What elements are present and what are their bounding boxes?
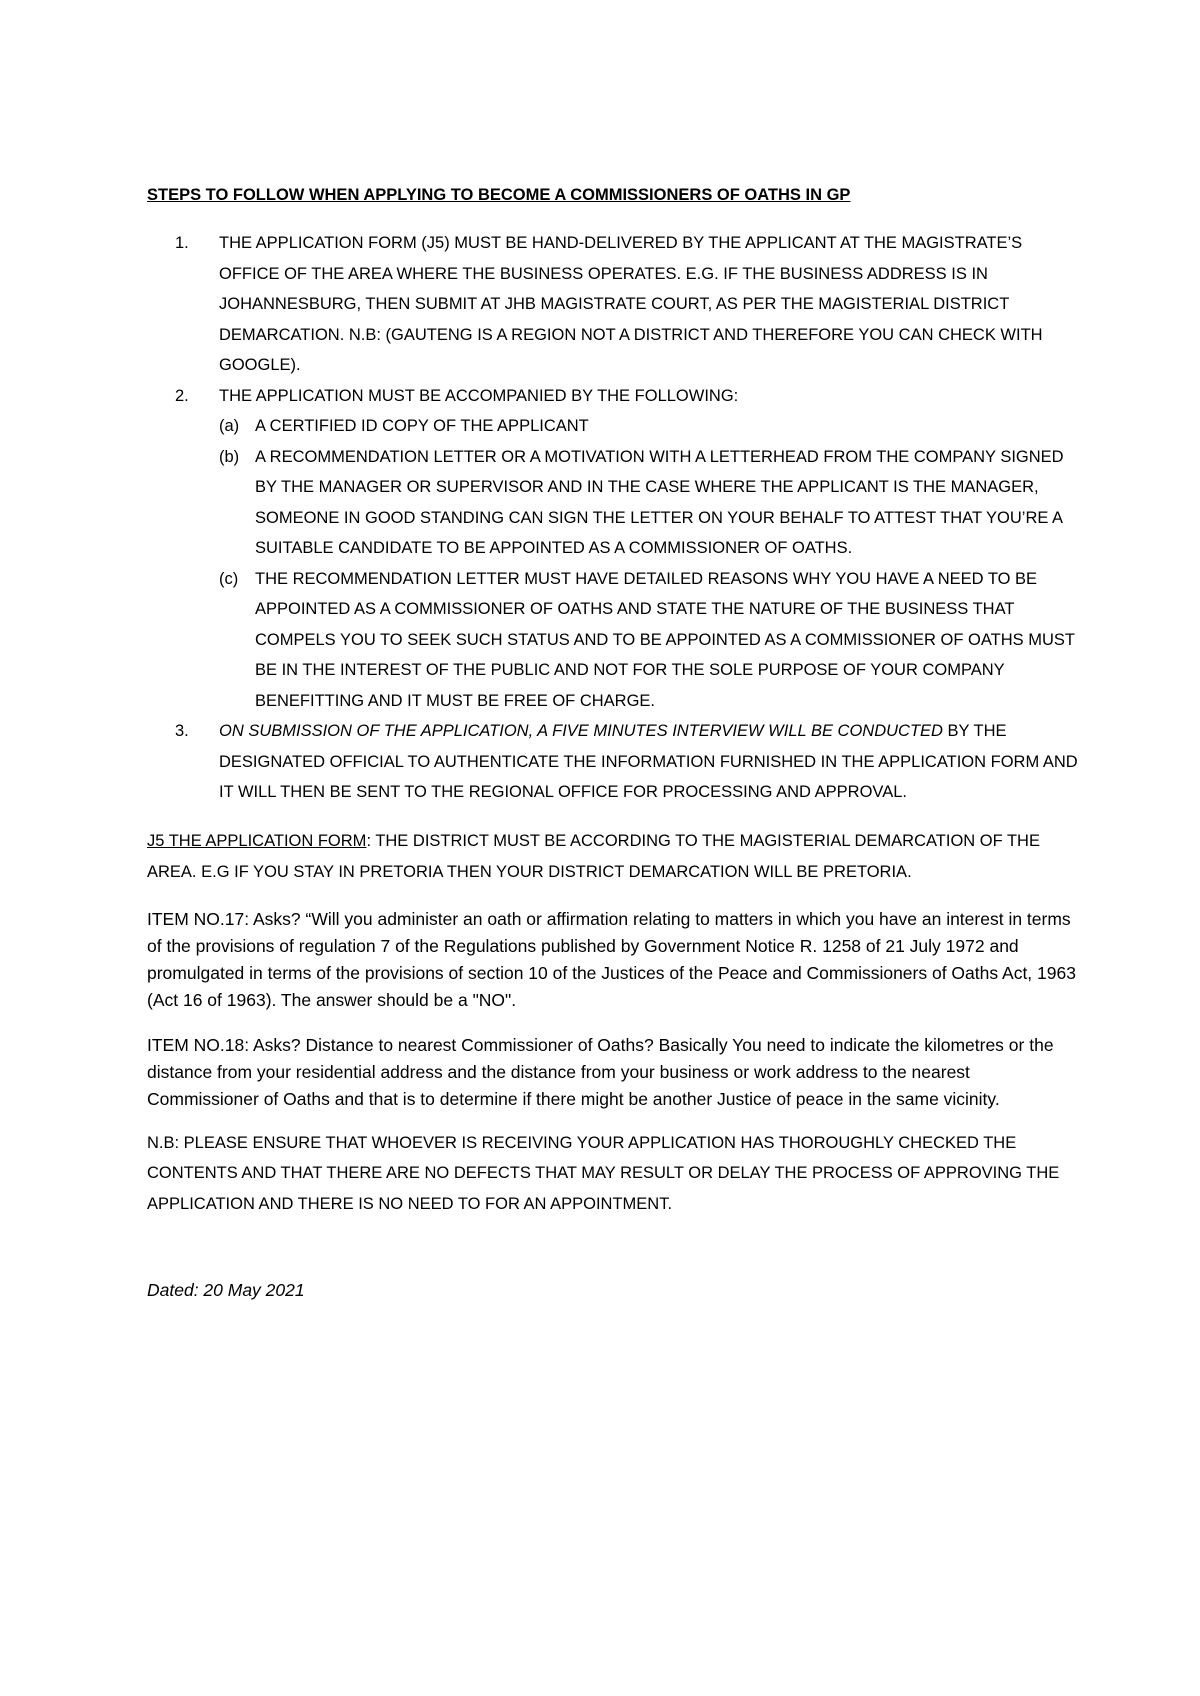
step-number: 3. (175, 722, 189, 740)
step-2-subitems (219, 411, 1080, 716)
step-italic-text: ON SUBMISSION OF THE APPLICATION, A FIVE MINUTES INTERVIEW WILL BE CONDUCTED (219, 722, 943, 740)
step-text: THE APPLICATION MUST BE ACCOMPANIED BY THE FOLLOWING: (219, 386, 739, 405)
step-text: THE APPLICATION FORM (J5) MUST BE HAND-DELIVERED BY THE APPLICANT AT THE MAGISTRATE’S OFFICE OF THE AREA WHERE THE BUSINESS OPERATES. E.G. IF THE BUSINESS ADDRESS IS IN JOHANNESBURG, THEN SUBMIT AT JHB MAGISTRATE COURT, AS PER THE MAGISTERIAL DISTRICT DEMARCATION. N.B: (GAUTENG IS A REGION NOT A DISTRICT AND THEREFORE YOU CAN CHECK WITH GOOGLE). (219, 234, 1043, 374)
item-18-paragraph: ITEM NO.18: Asks? Distance to nearest Commissioner of Oaths? Basically You need to indicate the kilometres or the distance from your residential address and the distance from your business or work address to the nearest Commissioner of Oaths and that is to determine if there might be another Justice of peace in the same vicinity. (147, 1034, 1054, 1109)
j5-text: THE DISTRICT MUST BE ACCORDING TO THE MAGISTERIAL DEMARCATION OF THE AREA. E.G IF YOU STAY IN PRETORIA THEN YOUR DISTRICT DEMARCATION WILL BE PRETORIA. (147, 831, 1040, 881)
step-2 (147, 381, 1080, 717)
step-1 (147, 228, 1080, 381)
subitem-c (219, 564, 1080, 717)
subitem-a (219, 411, 1080, 442)
step-3 (147, 716, 1080, 808)
item-17-paragraph: ITEM NO.17: Asks? “Will you administer an oath or affirmation relating to matters in which you have an interest in terms of the provisions of regulation 7 of the Regulations published by Government Notice R. 1258 of 21 July 1972 and promulgated in terms of the provisions of section 10 of the Justices of the Peace and Commissioners of Oaths Act, 1963 (Act 16 of 1963). The answer should be a "NO". (147, 908, 1076, 1010)
step-number: 2. (175, 386, 189, 405)
subitem-letter: (c) (219, 569, 239, 588)
subitem-text: A RECOMMENDATION LETTER OR A MOTIVATION WITH A LETTERHEAD FROM THE COMPANY SIGNED BY THE MANAGER OR SUPERVISOR AND IN THE CASE WHERE THE APPLICANT IS THE MANAGER, SOMEONE IN GOOD STANDING CAN SIGN THE LETTER ON YOUR BEHALF TO ATTEST THAT YOU’RE A SUITABLE CANDIDATE TO BE APPOINTED AS A COMMISSIONER OF OATHS. (255, 447, 1064, 557)
j5-colon: : (366, 831, 372, 850)
document-title: STEPS TO FOLLOW WHEN APPLYING TO BECOME A COMMISSIONERS OF OATHS IN GP (147, 186, 851, 204)
subitem-letter: (b) (219, 447, 240, 466)
step-text: BY THE DESIGNATED OFFICIAL TO AUTHENTICATE THE INFORMATION FURNISHED IN THE APPLICATION FORM AND IT WILL THEN BE SENT TO THE REGIONAL OFFICE FOR PROCESSING AND APPROVAL. (219, 722, 1078, 801)
subitem-text: THE RECOMMENDATION LETTER MUST HAVE DETAILED REASONS WHY YOU HAVE A NEED TO BE APPOINTED AS A COMMISSIONER OF OATHS AND STATE THE NATURE OF THE BUSINESS THAT COMPELS YOU TO SEEK SUCH STATUS AND TO BE APPOINTED AS A COMMISSIONER OF OATHS MUST BE IN THE INTEREST OF THE PUBLIC AND NOT FOR THE SOLE PURPOSE OF YOUR COMPANY BENEFITTING AND IT MUST BE FREE OF CHARGE. (255, 569, 1075, 710)
dated-line: Dated: 20 May 2021 (147, 1280, 305, 1300)
nb-paragraph: N.B: PLEASE ENSURE THAT WHOEVER IS RECEIVING YOUR APPLICATION HAS THOROUGHLY CHECKED THE CONTENTS AND THAT THERE ARE NO DEFECTS THAT MAY RESULT OR DELAY THE PROCESS OF APPROVING THE APPLICATION AND THERE IS NO NEED TO FOR AN APPOINTMENT. (147, 1133, 1060, 1213)
j5-label: J5 THE APPLICATION FORM (147, 831, 367, 850)
steps-list (147, 228, 1080, 808)
subitem-b (219, 442, 1080, 564)
subitem-text: A CERTIFIED ID COPY OF THE APPLICANT (255, 417, 589, 435)
subitem-letter: (a) (219, 417, 240, 435)
step-number: 1. (175, 234, 189, 252)
j5-paragraph (147, 826, 1080, 888)
